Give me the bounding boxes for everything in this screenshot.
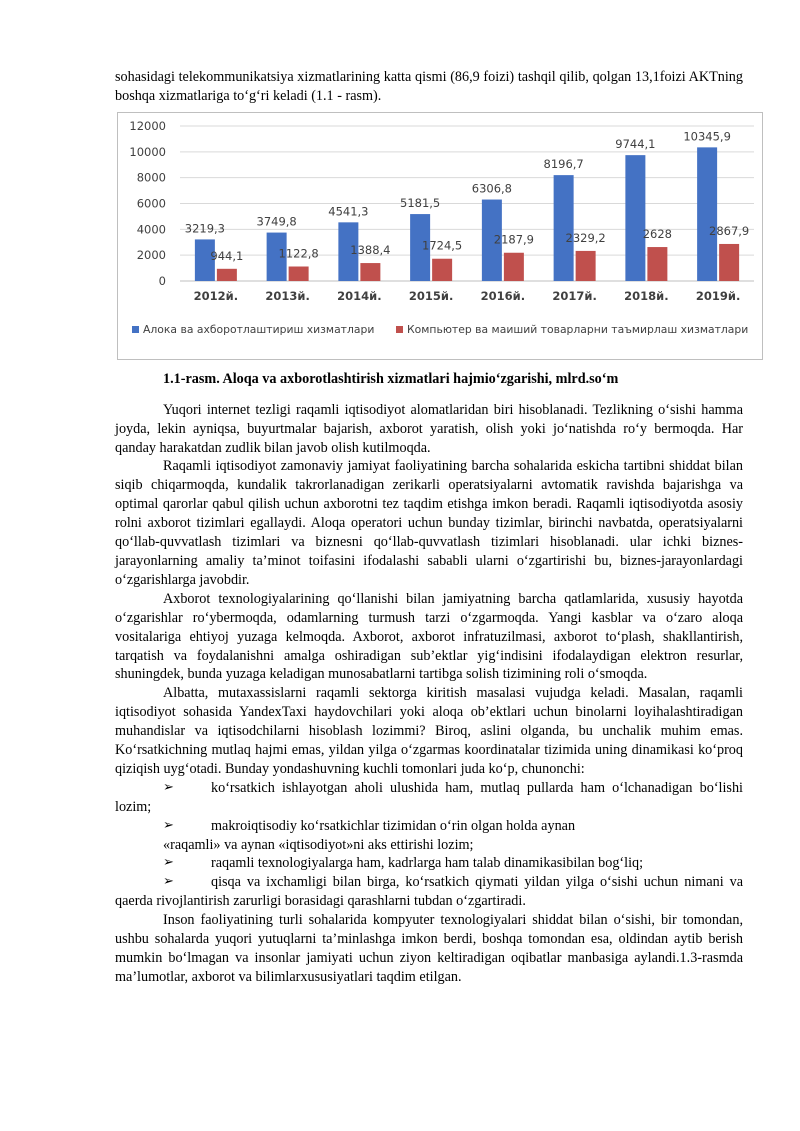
intro-paragraph: sohasidagi telekommunikatsiya xizmatlarining katta qismi (86,9 foizi) tashqil qilib, qolgan 13,1foizi AKTning boshqa xizmatlariga to‘g‘ri keladi (1.1 - rasm). bbox=[115, 69, 743, 104]
y-tick-label: 10000 bbox=[129, 144, 166, 159]
data-label: 6306,8 bbox=[471, 181, 512, 196]
bar-kompyuter bbox=[719, 244, 739, 281]
arrow-bullet-icon: ➢ bbox=[163, 779, 174, 795]
bullet-item-1 bbox=[115, 779, 743, 817]
final-paragraph: Inson faoliyatining turli sohalarida kompyuter texnologiyalari shiddat bilan o‘sishi, bir tomondan, ushbu sohalarda yuqori yutuqlarni ta’minlashga imkon berdi, boshqa tomondan esa, oldindan aytib berish mumkin bo‘lmagan va insonlar jamiyati uchun ziyon keltiradigan oqibatlar manbasiga aylandi.1.3-rasmda ma’lumotlar, axborot va bilimlarxususiyatlari taqdim etilgan. bbox=[115, 912, 743, 985]
paragraph-2: Raqamli iqtisodiyot zamonaviy jamiyat faoliyatining barcha sohalarida eskicha tartibni shiddat bilan siqib chiqarmoqda, kundalik takrorlanadigan zerikarli operatsiyalarni avtomatik ravishda bajarishga va optimal qarorlar qabul qilish uchun axborotni tez taqdim etishga imkon beradi. Raqamli iqtisodiyotda asosiy rolni axborot tizimlari egallaydi. Aloqa operatori uchun bunday tizimlar, birinchi navbatda, operatsiyalarni qo‘llab-quvvatlash tizimlari va biznesni qo‘llab-quvvatlash tizimlari hisoblanadi. ular ichki biznes-jarayonlarning amaliy ta’minot toifasini ifodalashi sababli ularni o‘zgartirishi bu, biznes-jarayonlardagi o‘zgarishlarga javobdir. bbox=[115, 458, 743, 588]
bar-aloqa bbox=[625, 155, 645, 281]
bullet-item-2 bbox=[115, 817, 743, 836]
bar-kompyuter bbox=[576, 251, 596, 281]
bar-kompyuter bbox=[647, 247, 667, 281]
data-label: 5181,5 bbox=[400, 195, 441, 210]
legend-swatch bbox=[132, 326, 139, 333]
y-tick-label: 2000 bbox=[136, 247, 166, 262]
bar-aloqa bbox=[697, 147, 717, 281]
data-label: 1724,5 bbox=[422, 238, 463, 253]
paragraph-1: Yuqori internet tezligi raqamli iqtisodiyot alomatlaridan biri hisoblanadi. Tezlikning o‘sishi hamma joyda, lekin ayniqsa, buyurtmalar bajarish, axborot yaratish, olish yoki jo‘natishda ro‘y bermoqda. Har qanday harakatdan zudlik bilan javob olish kutilmoqda. bbox=[115, 401, 743, 456]
data-label: 10345,9 bbox=[683, 129, 731, 144]
x-tick-label: 2013й. bbox=[265, 288, 310, 303]
arrow-bullet-icon: ➢ bbox=[163, 855, 174, 871]
x-tick-label: 2014й. bbox=[337, 288, 382, 303]
bullet-text-3: raqamli texnologiyalarga ham, kadrlarga ham talab dinamikasibilan bog‘liq; bbox=[211, 855, 644, 872]
data-label: 8196,7 bbox=[543, 156, 584, 171]
legend-swatch bbox=[396, 326, 403, 333]
bar-kompyuter bbox=[432, 259, 452, 281]
document-page bbox=[115, 68, 750, 987]
arrow-bullet-icon: ➢ bbox=[163, 874, 174, 890]
chart-figure bbox=[117, 112, 763, 360]
data-label: 1388,4 bbox=[350, 242, 391, 257]
bar-kompyuter bbox=[289, 266, 309, 281]
figure-caption: 1.1-rasm. Aloqa va axborotlashtirish xizmatlari hajmio‘zgarishi, mlrd.so‘m bbox=[163, 370, 619, 387]
y-tick-label: 6000 bbox=[136, 196, 166, 211]
data-label: 1122,8 bbox=[278, 246, 319, 261]
paragraph-3: Axborot texnologiyalarining qo‘llanishi bilan jamiyatning barcha qatlamlarida, xususiy hayotda o‘zgarishlar ro‘ybermoqda, odamlarning turmush tarzi o‘zgarmoqda. Yangi kasblar va o‘zaro aloqa vositalariga ehtiyoj yuzaga kelmoqda. Axborot, axborot infratuzilmasi, axborot to‘plash, shakllantirish, tarqatish va foydalanishni amalga oshiradigan sub’ektlar yig‘indisini ifodalaydigan elektron resurlar, shuningdek, bunda yuzaga keladigan munosabatlarni tartibga solish tizimining roli o‘smoqda. bbox=[115, 590, 743, 683]
y-tick-label: 0 bbox=[158, 273, 166, 288]
y-tick-label: 12000 bbox=[129, 118, 166, 133]
data-label: 944,1 bbox=[210, 248, 244, 263]
data-label: 2329,2 bbox=[565, 230, 606, 245]
bullet-text-4: qisqa va ixchamligi bilan birga, ko‘rsatkich qiymati yildan yilga o‘sishi uchun nimani va qaerda rivojlantirish zarurligi borasidagi qarashlarni tubdan o‘zgartiradi. bbox=[115, 874, 743, 910]
x-tick-label: 2015й. bbox=[408, 288, 454, 303]
data-label: 4541,3 bbox=[328, 204, 369, 219]
x-tick-label: 2019й. bbox=[695, 288, 741, 303]
paragraph-4: Albatta, mutaxassislarni raqamli sektorga kiritish masalasi vujudga keladi. Masalan, raqamli iqtisodiyot sohasida YandexTaxi haydovchilari yoki aloqa ob’ektlari uchun binolarni loyihalashtiradigan muhandislar va iqtisodchilarni hisoblash lozimmi? Biroq, aslini olganda, bu unchalik muhim emas. Ko‘rsatkichning mutlaq hajmi emas, yildan yilga o‘zgarmas koordinatalar tizimida uning dinamikasi ko‘proq qiziqish uyg‘otadi. Bunday yondashuvning kuchli tomonlari juda ko‘p, chunonchi: bbox=[115, 685, 743, 777]
bar-kompyuter bbox=[360, 263, 380, 281]
data-label: 2867,9 bbox=[709, 223, 750, 238]
legend-label: Компьютер ва маиший товарларни таъмирлаш хизматлари bbox=[407, 322, 749, 336]
bar-aloqa bbox=[554, 175, 574, 281]
bullet-item-4 bbox=[115, 873, 743, 911]
x-tick-label: 2018й. bbox=[624, 288, 669, 303]
data-label: 3219,3 bbox=[184, 221, 225, 236]
bullet-text-2: makroiqtisodiy ko‘rsatkichlar tizimidan o‘rin olgan holda aynan bbox=[211, 817, 576, 834]
arrow-bullet-icon: ➢ bbox=[163, 817, 174, 833]
data-label: 3749,8 bbox=[256, 214, 297, 229]
bar-kompyuter bbox=[217, 269, 237, 281]
bullet-item-3 bbox=[115, 854, 743, 873]
bullet-text-1: ko‘rsatkich ishlayotgan aholi ulushida ham, mutlaq pullarda ham o‘lchanadigan bo‘lishi lozim; bbox=[115, 779, 743, 815]
y-tick-label: 8000 bbox=[136, 170, 166, 185]
x-tick-label: 2012й. bbox=[193, 288, 239, 303]
x-tick-label: 2017й. bbox=[552, 288, 597, 303]
y-tick-label: 4000 bbox=[136, 222, 166, 237]
bullet-item-2-continuation: «raqamli» va aynan «iqtisodiyot»ni aks ettirishi lozim; bbox=[163, 836, 474, 853]
bar-chart bbox=[118, 113, 764, 361]
data-label: 2187,9 bbox=[493, 232, 534, 247]
x-tick-label: 2016й. bbox=[480, 288, 526, 303]
data-label: 2628 bbox=[642, 226, 673, 241]
data-label: 9744,1 bbox=[615, 136, 656, 151]
legend-label: Алока ва ахборотлаштириш хизматлари bbox=[143, 322, 375, 336]
bar-kompyuter bbox=[504, 253, 524, 281]
